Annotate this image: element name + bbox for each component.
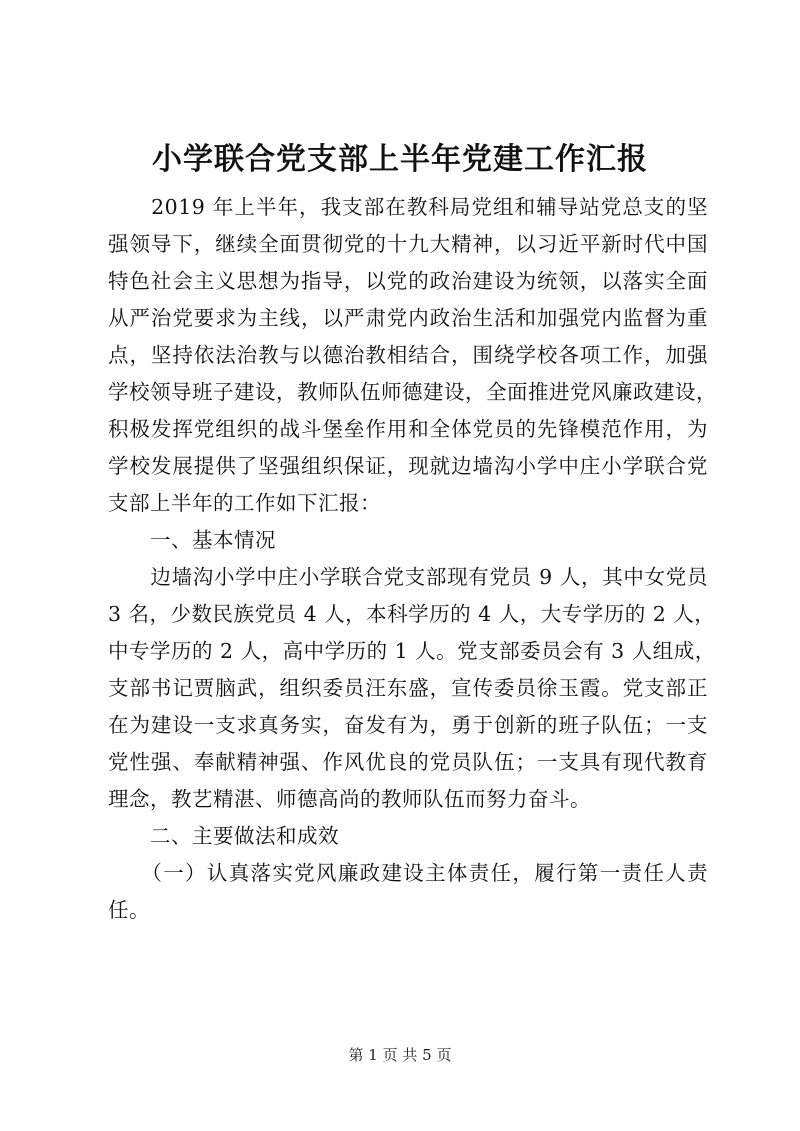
subsection-line-2: 任。 [108, 898, 150, 922]
paragraph-line-14: 在为建设一支求真务实，奋发有为，勇于创新的班子队伍；一支 [108, 713, 708, 737]
paragraph-line-8: 学校发展提供了坚强组织保证，现就边墙沟小学中庄小学联合党 [108, 454, 708, 478]
paragraph-line-5: 点，坚持依法治教与以德治教相结合，围绕学校各项工作，加强 [108, 343, 708, 367]
paragraph-line-9: 支部上半年的工作如下汇报： [108, 491, 381, 515]
paragraph-line-2: 强领导下，继续全面贯彻党的十九大精神，以习近平新时代中国 [108, 232, 708, 256]
page-footer: 第 1 页 共 5 页 [348, 1046, 452, 1064]
paragraph-line-1: 2019 年上半年，我支部在教科局党组和辅导站党总支的坚 [108, 195, 708, 219]
document-title: 小学联合党支部上半年党建工作汇报 [152, 142, 648, 177]
paragraph-line-15: 党性强、奉献精神强、作风优良的党员队伍；一支具有现代教育 [108, 750, 708, 774]
section-heading-basic-info: 一、基本情况 [108, 528, 276, 552]
paragraph-line-13: 支部书记贾脑武，组织委员汪东盛，宣传委员徐玉霞。党支部正 [108, 676, 708, 700]
paragraph-line-10: 边墙沟小学中庄小学联合党支部现有党员 9 人，其中女党员 [108, 565, 708, 589]
paragraph-line-12: 中专学历的 2 人，高中学历的 1 人。党支部委员会有 3 人组成， [108, 639, 716, 663]
section-heading-practices: 二、主要做法和成效 [108, 824, 339, 848]
paragraph-line-16: 理念，教艺精湛、师德高尚的教师队伍而努力奋斗。 [108, 787, 591, 811]
paragraph-line-6: 学校领导班子建设，教师队伍师德建设，全面推进党风廉政建设， [108, 380, 717, 404]
paragraph-line-4: 从严治党要求为主线，以严肃党内政治生活和加强党内监督为重 [108, 306, 708, 330]
paragraph-line-11: 3 名，少数民族党员 4 人，本科学历的 4 人，大专学历的 2 人， [108, 602, 716, 626]
paragraph-line-3: 特色社会主义思想为指导，以党的政治建设为统领，以落实全面 [108, 269, 708, 293]
paragraph-line-7: 积极发挥党组织的战斗堡垒作用和全体党员的先锋模范作用，为 [108, 417, 708, 441]
subsection-line-1: （一）认真落实党风廉政建设主体责任，履行第一责任人责 [108, 861, 708, 885]
